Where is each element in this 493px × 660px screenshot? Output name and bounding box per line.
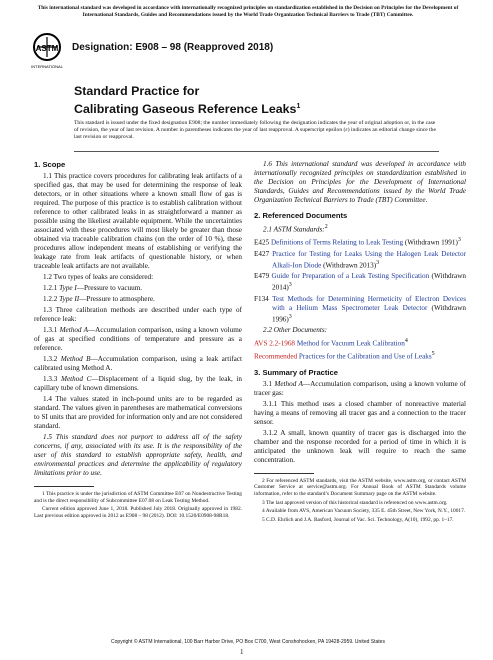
section-heading-scope: 1. Scope [34, 160, 66, 169]
para-1-3-1: 1.3.1 Method A—Accumulation comparison, using a known volume of gas at specified conditions of temperature and pressure as a reference. [34, 326, 242, 352]
footnote-5: 5 C.D. Ehrlich and J.A. Basford, Journal of Vac. Sci. Technology, A(10), 1992, pp. 1–17. [262, 516, 454, 523]
para-1-6: 1.6 This international standard was developed in accordance with internationally recognized principles on standardization established in the Decision on Principles for the Development of International Standards, Guides and Recommendations issued by the World Trade Organization Technical Barriers to Trade (TBT) Committee. [254, 160, 466, 204]
para-1-4: 1.4 The values stated in inch-pound units are to be regarded as standard. The values given in parentheses are mathematical conversions to SI units that are provided for information only and are not considered standard. [34, 395, 242, 430]
para-2-2: 2.2 Other Documents: [263, 325, 328, 334]
ref-e425[interactable]: E425 Definitions of Terms Relating to Leak Testing (Withdrawn 1991)$^3$ [254, 237, 461, 247]
para-3-1-2: 3.1.2 A small, known quantity of tracer gas is discharged into the chamber and the response recorded for a period of time in which it is anticipated the unknown leak will require to reach the same concentration. [254, 428, 466, 464]
para-1-3-3: 1.3.3 Method C—Displacement of a liquid slug, by the leak, in capillary tube of known dimensions. [34, 375, 243, 392]
svg-text:ASTM: ASTM [35, 44, 59, 53]
footnote-1: 1 This practice is under the jurisdiction of ASTM Committee E07 on Nondestructive Testing and is the direct responsibility of Subcommittee E07.08 on Leak Testing Method. [34, 491, 242, 504]
title-line-2: Calibrating Gaseous Reference Leaks$^1$ [74, 102, 301, 117]
issued-note: This standard is issued under the fixed designation E908; the number immediately following the designation indicates the year of original adoption or, in the case of revision, the year of last revision. A number in parentheses indicates the year of last reapproval. A superscript epsilon (ε) indicates an editorial change since the last revision or reapproval. [74, 120, 436, 140]
para-1-1: 1.1 This practice covers procedures for calibrating leak artifacts of a specified gas, that may be used for determining the response of leak detectors, or in other situations where a known small flow of gas is required. The purpose of this practice is to establish calibration without reference to other calibrated leaks in as straightforward a manner as possible using the likeliest available equipment. While the uncertainties associated with these procedures will most likely be greater than those obtained via traceable calibration chains (on the order of 10 %), these procedures allow independent means of establishing or verifying the leakage rate from leak artifacts of questionable history, or when traceable leak artifacts are not available. [34, 172, 242, 270]
para-1-2-1: 1.2.1 Type I—Pressure to vacuum. [43, 284, 143, 292]
left-column [34, 160, 242, 521]
para-1-3: 1.3 Three calibration methods are described under each type of reference leak: [34, 306, 242, 323]
ref-e479[interactable]: E479 Guide for Preparation of a Leak Testing Specification (Withdrawn 2014)$^3$ [254, 272, 466, 292]
para-1-3-2: 1.3.2 Method B—Accumulation comparison, using a leak artifact calibrated using Method A. [34, 355, 242, 372]
section-heading-referenced: 2. Referenced Documents [254, 211, 348, 220]
header-notice: This international standard was developed in accordance with internationally recognized principles on standardization established in the Decision on Principles for the Development of International Standards, Guides and Recommendations issued by the World Trade Organization Technical Barriers to Trade (TBT) Committee. [37, 5, 459, 18]
footnote-3: 3 The last approved version of this historical standard is referenced on www.astm.org. [262, 499, 448, 506]
divider [74, 151, 439, 152]
copyright-footer: Copyright © ASTM International, 100 Barr Harbor Drive, PO Box C700, West Conshohocken, PA 19428-2959. United States [111, 639, 385, 645]
section-heading-summary: 3. Summary of Practice [254, 367, 338, 377]
footnote-rule-right [254, 473, 314, 474]
page-number: 1 [240, 648, 244, 656]
footnote-4: 4 Available from AVS, American Vacuum Society, 335 E. 45th Street, New York, N.Y., 10017. [262, 508, 466, 515]
para-2-1: 2.1 ASTM Standards:$^2$ [263, 224, 328, 234]
designation: Designation: E908 – 98 (Reapproved 2018) [72, 42, 274, 53]
ref-avs[interactable]: AVS 2.2-1968 Method for Vacuum Leak Calibration$^4$ [254, 337, 408, 348]
para-1-5: 1.5 This standard does not purport to address all of the safety concerns, if any, associated with its use. It is the responsibility of the user of this standard to establish appropriate safety, health, and environmental practices and determine the applicability of regulatory limitations prior to use. [34, 433, 242, 477]
footnote-rule [34, 486, 94, 487]
para-1-2-2: 1.2.2 Type II—Pressure to atmosphere. [43, 295, 155, 303]
para-3-1-1: 3.1.1 This method uses a closed chamber of nonreactive material having a means of removing all tracer gas and a connection to the tracer sensor. [254, 399, 466, 426]
astm-logo-icon [30, 32, 64, 72]
ref-e427[interactable]: E427 Practice for Testing for Leaks Using the Halogen Leak Detector Alkali-Ion Diode (Withdrawn 2013)$^3$ [254, 249, 467, 270]
document-title [74, 84, 300, 117]
title-line-1: Standard Practice for [74, 84, 200, 98]
right-column [254, 160, 466, 525]
svg-text:INTERNATIONAL: INTERNATIONAL [31, 64, 63, 69]
ref-f134[interactable]: F134 Test Methods for Determining Hermeticity of Electron Devices with a Helium Mass Spectrometer Leak Detector (Withdrawn 1996)$^3$ [254, 294, 467, 323]
ref-recommended[interactable]: Recommended Practices for the Calibration and Use of Leaks$^5$ [254, 351, 435, 361]
para-1-2: 1.2 Two types of leaks are considered: [43, 273, 154, 281]
para-3-1: 3.1 Method A—Accumulation comparison, using a known volume of tracer gas: [254, 379, 467, 397]
footnote-edition: Current edition approved June 1, 2018. Published July 2018. Originally approved in 1982. Last previous edition approved in 2012 as E908 – 98 (2012). DOI: 10.1520/E0908-98R18. [34, 506, 242, 519]
footnote-2: 2 For referenced ASTM standards, visit the ASTM website, www.astm.org, or contact ASTM Customer Service at service@astm.org. For Annual Book of ASTM Standards volume information, refer to the standard’s Document Summary page on the ASTM website. [254, 477, 466, 497]
